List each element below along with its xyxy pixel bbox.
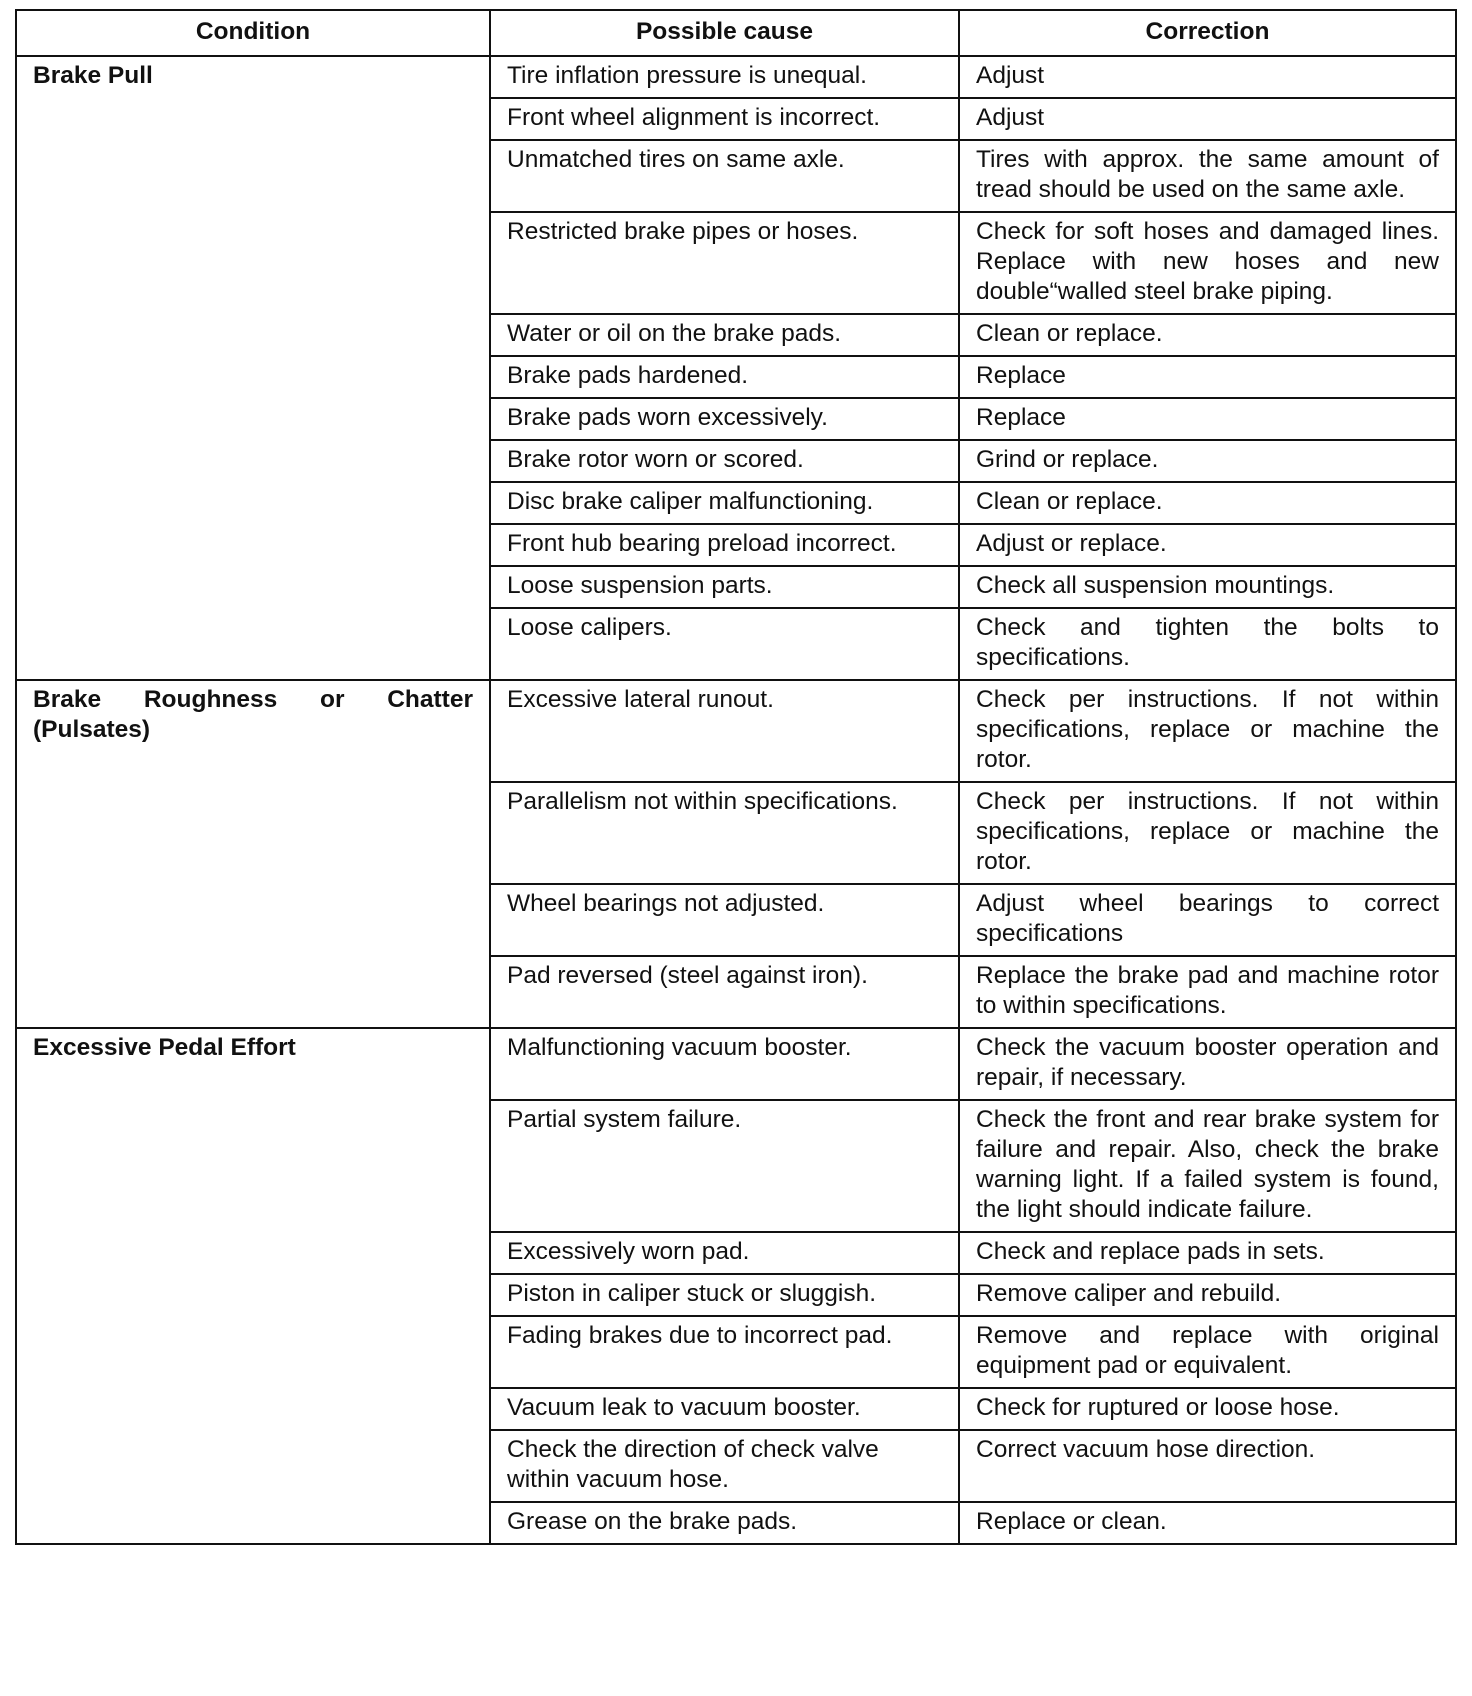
correction-cell: Check per instructions. If not within specifications, replace or machine the rotor. [959, 782, 1456, 884]
cause-cell: Brake rotor worn or scored. [490, 440, 959, 482]
condition-cell: Brake Roughness or Chatter (Pulsates) [16, 680, 490, 1028]
cause-cell: Check the direction of check valve within vacuum hose. [490, 1430, 959, 1502]
cause-cell: Grease on the brake pads. [490, 1502, 959, 1544]
cause-cell: Tire inflation pressure is unequal. [490, 56, 959, 98]
cause-cell: Restricted brake pipes or hoses. [490, 212, 959, 314]
correction-cell: Remove caliper and rebuild. [959, 1274, 1456, 1316]
cause-cell: Unmatched tires on same axle. [490, 140, 959, 212]
correction-cell: Check all suspension mountings. [959, 566, 1456, 608]
cause-cell: Excessive lateral runout. [490, 680, 959, 782]
table-body [16, 56, 1456, 1544]
header-condition: Condition [16, 10, 490, 56]
cause-cell: Wheel bearings not adjusted. [490, 884, 959, 956]
correction-cell: Check for ruptured or loose hose. [959, 1388, 1456, 1430]
correction-cell: Replace [959, 398, 1456, 440]
correction-cell: Replace [959, 356, 1456, 398]
correction-cell: Check per instructions. If not within specifications, replace or machine the rotor. [959, 680, 1456, 782]
condition-cell: Excessive Pedal Effort [16, 1028, 490, 1544]
cause-cell: Vacuum leak to vacuum booster. [490, 1388, 959, 1430]
table-row [16, 680, 1456, 782]
table-row [16, 56, 1456, 98]
cause-cell: Parallelism not within specifications. [490, 782, 959, 884]
correction-cell: Clean or replace. [959, 482, 1456, 524]
correction-cell: Adjust [959, 98, 1456, 140]
cause-cell: Front wheel alignment is incorrect. [490, 98, 959, 140]
correction-cell: Adjust wheel bearings to correct specifications [959, 884, 1456, 956]
correction-cell: Replace or clean. [959, 1502, 1456, 1544]
correction-cell: Correct vacuum hose direction. [959, 1430, 1456, 1502]
header-correction: Correction [959, 10, 1456, 56]
correction-cell: Clean or replace. [959, 314, 1456, 356]
cause-cell: Loose calipers. [490, 608, 959, 680]
correction-cell: Check the vacuum booster operation and repair, if necessary. [959, 1028, 1456, 1100]
cause-cell: Front hub bearing preload incorrect. [490, 524, 959, 566]
cause-cell: Disc brake caliper malfunctioning. [490, 482, 959, 524]
table-row [16, 1028, 1456, 1100]
correction-cell: Check and tighten the bolts to specifications. [959, 608, 1456, 680]
correction-cell: Replace the brake pad and machine rotor to within specifications. [959, 956, 1456, 1028]
cause-cell: Brake pads worn excessively. [490, 398, 959, 440]
correction-cell: Tires with approx. the same amount of tread should be used on the same axle. [959, 140, 1456, 212]
correction-cell: Adjust or replace. [959, 524, 1456, 566]
correction-cell: Grind or replace. [959, 440, 1456, 482]
cause-cell: Fading brakes due to incorrect pad. [490, 1316, 959, 1388]
correction-cell: Remove and replace with original equipment pad or equivalent. [959, 1316, 1456, 1388]
cause-cell: Excessively worn pad. [490, 1232, 959, 1274]
correction-cell: Check the front and rear brake system for failure and repair. Also, check the brake warning light. If a failed system is found, the light should indicate failure. [959, 1100, 1456, 1232]
condition-cell: Brake Pull [16, 56, 490, 680]
cause-cell: Partial system failure. [490, 1100, 959, 1232]
cause-cell: Piston in caliper stuck or sluggish. [490, 1274, 959, 1316]
header-row [16, 10, 1456, 56]
correction-cell: Check for soft hoses and damaged lines. Replace with new hoses and new double“walled steel brake piping. [959, 212, 1456, 314]
cause-cell: Brake pads hardened. [490, 356, 959, 398]
cause-cell: Water or oil on the brake pads. [490, 314, 959, 356]
troubleshooting-table [15, 9, 1457, 1545]
cause-cell: Malfunctioning vacuum booster. [490, 1028, 959, 1100]
cause-cell: Loose suspension parts. [490, 566, 959, 608]
cause-cell: Pad reversed (steel against iron). [490, 956, 959, 1028]
header-possible-cause: Possible cause [490, 10, 959, 56]
correction-cell: Check and replace pads in sets. [959, 1232, 1456, 1274]
correction-cell: Adjust [959, 56, 1456, 98]
